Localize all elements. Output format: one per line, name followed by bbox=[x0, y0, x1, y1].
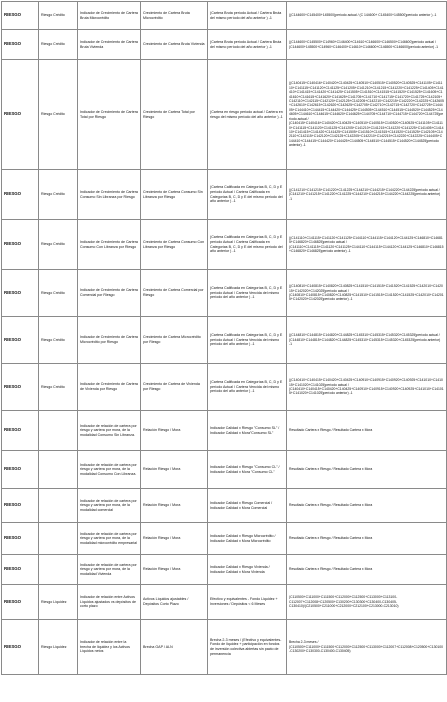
indicator-description-cell: Indicador de Crecimiento de Cartera de Vivienda por Riesgo bbox=[78, 364, 141, 411]
formula-cell: (Cartera Calificada en Categorías B, C, D y E período Actual / Cartera Vencida del mismo período del año anterior ) -1 bbox=[208, 317, 287, 364]
table-row bbox=[2, 523, 447, 555]
formula-cell: (Cartera en riesgo período actual / Cartera en riesgo del mismo período del año anterior ) -1 bbox=[208, 60, 287, 170]
indicator-description-cell: Indicador de relación entre la brecha de liquidez y los Activos Líquidos netos bbox=[78, 620, 141, 675]
category-cell: RIESGO bbox=[2, 585, 39, 620]
risk-type-cell: Riesgo Crédito bbox=[39, 60, 78, 170]
category-cell: RIESGO bbox=[2, 411, 39, 451]
risk-type-cell: Riesgo Crédito bbox=[39, 2, 78, 30]
indicator-name-cell: Crecimiento de Cartera Comercial por Riesgo bbox=[141, 270, 208, 317]
formula-cell: Indicador Calidad x Riesgo Microcrédito / Indicador Calidad x Mora Microcrédito bbox=[208, 523, 287, 555]
risk-type-cell bbox=[39, 555, 78, 585]
account-formula-cell: ((C140415+C140416+C140420+C140425+C140510+C140515+C140520+C140525+C141105+C141110+C141115+C141120+C141125+C141205+C141210+C141215+C141220+C141225+C141405+C141410+C141415+C141420+C141425+C141505+C141510+C141515+C141520+C141525+C141605+C141610+C141615+C141620+C141625+C141705+C141710+C141715+C141720+C141725+C142105+C142110+C142115+C142120+C142125+C142205+C142210+C142215+C142220+C142225+C142605+C142610+C142615+C142620+C142625+C142705+C142710+C142715+C142720+C142725+C144405+C144410+C144415+C144420+C144425+C144505+C144510+C144515+C144520+C144525+C144605+C144610+C144615+C144620+C144625+C144705+C144710+C144715+C144720+C144725)período actual / (C140415+C140416+C140420+C140425+C140510+C140515+C140520+C140525+C141105+C141110+C141115+C141120+C141125+C141205+C141210+C141215+C141220+C141225+C141405+C141410+C141415+C141420+C141425+C141505+C141510+C141515+C141520+C141525+C142105+C142110+C142115+C142120+C142125+C142205+C142210+C142215+C142220+C142225+C144405+C144410+C144415+C144420+C144425+C144505+C144510+C144515+C144520+C144525)período anterior) -1 bbox=[287, 60, 447, 170]
formula-cell: Indicador Calidad x Riesgo Vivienda / Indicador Calidad x Mora Vivienda bbox=[208, 555, 287, 585]
formula-cell: Indicador Calidad x Riesgo "Consumo CL" / Indicador Calidad x Mora "Consumo CL" bbox=[208, 451, 287, 489]
table-row bbox=[2, 2, 447, 30]
risk-type-cell: Riesgo Crédito bbox=[39, 317, 78, 364]
table-row bbox=[2, 30, 447, 60]
indicator-name-cell: Relación Riesgo / Mora bbox=[141, 523, 208, 555]
indicator-description-cell: Indicador de relación de cartera por riesgo y cartera por mora, de la modalidad Consumo Sin Libranza. bbox=[78, 411, 141, 451]
account-formula-cell: ((C140410+C140415+C140420+C140425+C140910+C140915+C140920+C140925+C141010+C141015+C141020+C141025)período actual / (C140410+C140415+C140420+C140425+C140910+C140915+C140920+C140925+C141010+C141015+C141020+C141025)período anterior) -1 bbox=[287, 364, 447, 411]
indicator-name-cell: Relación Riesgo / Mora bbox=[141, 411, 208, 451]
account-formula-cell: ((C140810+C140815+C140820+C140825+C141510+C141515+C141520+C141525+C142010+C142015+C142020+C142025)período actual / (C140810+C140815+C140820+C140825+C141510+C141515+C141520+C141525+C142010+C142015+C142020+C142025)período anterior) -1 bbox=[287, 270, 447, 317]
formula-cell: Brecha 2-3 meses / (Efectivo y equivalentes-Fondo de liquidez + participación en fondos de inversión colectiva abiertas sin pacto de permanencia bbox=[208, 620, 287, 675]
table-row bbox=[2, 364, 447, 411]
category-cell: RIESGO bbox=[2, 489, 39, 523]
indicator-description-cell: Indicador de Crecimiento de Cartera Microcrédito por Riesgo bbox=[78, 317, 141, 364]
indicator-description-cell: Indicador de relación de cartera por riesgo y cartera por mora, de la modalidad Vivienda bbox=[78, 555, 141, 585]
table-row bbox=[2, 317, 447, 364]
account-formula-cell: ((C141210+C141215+C141220+C141225+C144210+C144215+C144220+C144225)período actual / (C141210+C141215+C141220+C141225+C144210+C144215+C144220+C144225)período anterior) -1 bbox=[287, 170, 447, 220]
indicator-name-cell: Relación Riesgo / Mora bbox=[141, 451, 208, 489]
indicator-description-cell: Indicador de Crecimiento de Cartera Comercial por Riesgo bbox=[78, 270, 141, 317]
indicator-description-cell: Indicador de Crecimiento de Cartera Total por Riesgo bbox=[78, 60, 141, 170]
risk-type-cell bbox=[39, 523, 78, 555]
indicator-name-cell: Relación Riesgo / Mora bbox=[141, 555, 208, 585]
formula-cell: (Cartera Calificada en Categorías B, C, D y E período Actual / Cartera Vencida del mismo período del año anterior ) -1 bbox=[208, 364, 287, 411]
category-cell: RIESGO bbox=[2, 555, 39, 585]
indicator-description-cell: Indicador de relación de cartera por riesgo y cartera por mora, de la modalidad comercial bbox=[78, 489, 141, 523]
indicator-name-cell: Crecimiento de Cartera de Vivienda por Riesgo bbox=[141, 364, 208, 411]
risk-type-cell: Riesgo Crédito bbox=[39, 170, 78, 220]
risk-type-cell: Riesgo Crédito bbox=[39, 30, 78, 60]
formula-cell: (Cartera Bruta período Actual / Cartera Bruta del mismo período del año anterior ) -1 bbox=[208, 30, 287, 60]
account-formula-cell: Resultado Cartera x Riesgo / Resultado Cartera x Mora bbox=[287, 555, 447, 585]
risk-type-cell: Riesgo Liquidez bbox=[39, 585, 78, 620]
indicator-description-cell: Indicador de relación de cartera por riesgo y cartera por mora, de la modalidad Consumo Con Libranza. bbox=[78, 451, 141, 489]
indicator-name-cell: Crecimiento de Cartera Microcrédito por Riesgo bbox=[141, 317, 208, 364]
indicator-name-cell: Crecimiento de Cartera Consumo Con Libranza por Riesgo bbox=[141, 220, 208, 270]
category-cell: RIESGO bbox=[2, 170, 39, 220]
risk-type-cell: Riesgo Crédito bbox=[39, 220, 78, 270]
risk-type-cell: Riesgo Liquidez bbox=[39, 620, 78, 675]
formula-cell: (Cartera Calificada en Categorías B, C, D y E período Actual / Cartera Calificada en Categorías B, C, D y E del mismo período del año anterior ) -1 bbox=[208, 170, 287, 220]
table-row bbox=[2, 170, 447, 220]
indicators-table-body bbox=[2, 2, 447, 675]
table-row bbox=[2, 555, 447, 585]
table-row bbox=[2, 270, 447, 317]
formula-cell: (Cartera Calificada en Categorías B, C, D y E período Actual / Cartera Calificada en Categorías B, C, D y E del mismo período del año anterior ) -1 bbox=[208, 220, 287, 270]
indicator-description-cell: Indicador de relación de cartera por riesgo y cartera por mora, de la modalidad microcrédito empresarial bbox=[78, 523, 141, 555]
account-formula-cell: Resultado Cartera x Riesgo / Resultado Cartera x Mora bbox=[287, 411, 447, 451]
category-cell: RIESGO bbox=[2, 451, 39, 489]
category-cell: RIESGO bbox=[2, 220, 39, 270]
risk-type-cell: Riesgo Crédito bbox=[39, 270, 78, 317]
account-formula-cell: Brecha 2-3 meses / (C110500+C111000+C111500+C112000+C112500+C113000+C112007+C112008+C120500+C130100-C130200+C130300-C130400-C130405) bbox=[287, 620, 447, 675]
indicator-name-cell: Crecimiento de Cartera Total por Riesgo bbox=[141, 60, 208, 170]
category-cell: RIESGO bbox=[2, 364, 39, 411]
table-row bbox=[2, 585, 447, 620]
risk-type-cell bbox=[39, 489, 78, 523]
indicators-table bbox=[1, 1, 447, 675]
indicator-name-cell: Crecimiento de Cartera Bruta Vivienda bbox=[141, 30, 208, 60]
category-cell: RIESGO bbox=[2, 270, 39, 317]
indicator-description-cell: Indicador de Crecimiento de Cartera Consumo Sin Libranza por Riesgo bbox=[78, 170, 141, 220]
formula-cell: Efectivo y equivalentes - Fondo Liquidez + Inversiones / Depósitos < 6 Meses bbox=[208, 585, 287, 620]
account-formula-cell: Resultado Cartera x Riesgo / Resultado Cartera x Mora bbox=[287, 489, 447, 523]
category-cell: RIESGO bbox=[2, 60, 39, 170]
risk-type-cell: Riesgo Crédito bbox=[39, 364, 78, 411]
risk-type-cell bbox=[39, 411, 78, 451]
indicator-name-cell: Crecimiento de Cartera Bruta Microcrédito bbox=[141, 2, 208, 30]
indicator-name-cell: Brecha GAP / ALN bbox=[141, 620, 208, 675]
formula-cell: (Cartera Calificada en Categorías B, C, D y E período Actual / Cartera Vencida del mismo período del año anterior ) -1 bbox=[208, 270, 287, 317]
formula-cell: Indicador Calidad x Riesgo Comercial / Indicador Calidad x Mora Comercial bbox=[208, 489, 287, 523]
table-row bbox=[2, 451, 447, 489]
formula-cell: (Cartera Bruta período Actual / Cartera Bruta del mismo período del año anterior ) -1 bbox=[208, 2, 287, 30]
indicator-description-cell: Indicador de Crecimiento de Cartera Bruta Vivienda bbox=[78, 30, 141, 60]
category-cell: RIESGO bbox=[2, 30, 39, 60]
table-row bbox=[2, 220, 447, 270]
account-formula-cell: Resultado Cartera x Riesgo / Resultado Cartera x Mora bbox=[287, 523, 447, 555]
indicator-description-cell: Indicador de Crecimiento de Cartera Consumo Con Libranza por Riesgo bbox=[78, 220, 141, 270]
indicator-name-cell: Relación Riesgo / Mora bbox=[141, 489, 208, 523]
account-formula-cell: ((C144810+C144815+C144820+C144825+C145310+C145315+C145320+C145325)período actual / (C144810+C144815+C144820+C144825+C145310+C145315+C145320+C145325)período anterior) -1 bbox=[287, 317, 447, 364]
indicator-name-cell: Crecimiento de Cartera Consumo Sin Libranza por Riesgo bbox=[141, 170, 208, 220]
account-formula-cell: Resultado Cartera x Riesgo / Resultado Cartera x Mora bbox=[287, 451, 447, 489]
account-formula-cell: ((C141110+C141115+C141120+C141125+C144110+C144115+C144120+C144125+C146810+C146815+C146820+C146825)período actual / (C141110+C141115+C141120+C141125+C144110+C144115+C144120+C144125+C146810+C146815+C146820+C146825)período anterior) -1 bbox=[287, 220, 447, 270]
category-cell: RIESGO bbox=[2, 317, 39, 364]
table-row bbox=[2, 60, 447, 170]
account-formula-cell: ((C144600+C145500+C14960+C146400+C14610+C146600+C146500+C146600)período actual / (C144600+145500+C14960+C146400+C14610+C146600+C146500+C146600)período anterior) -1 bbox=[287, 30, 447, 60]
table-row bbox=[2, 620, 447, 675]
category-cell: RIESGO bbox=[2, 523, 39, 555]
indicator-name-cell: Activos Líquidos ajustables / Depósitos Corto Plazo bbox=[141, 585, 208, 620]
indicator-description-cell: Indicador de relación entre Activos Líquidos ajustados vs depósitos de corto plazo bbox=[78, 585, 141, 620]
table-row bbox=[2, 411, 447, 451]
account-formula-cell: ((C144600+C145400+145500)período actual / (C 144600+ C145400+145500)período anterior ) -1 bbox=[287, 2, 447, 30]
table-row bbox=[2, 489, 447, 523]
account-formula-cell: (C110500+C111000+C111500+C112000+C112500+C113000+C113100-C112007+C112008+C120500+C130200+C130300+C130400-C130405-C130410)/(C210500+C211000+C212000+C212100+C213000-C213010) bbox=[287, 585, 447, 620]
category-cell: RIESGO bbox=[2, 620, 39, 675]
category-cell: RIESGO bbox=[2, 2, 39, 30]
indicator-description-cell: Indicador de Crecimiento de Cartera Bruta Microcrédito bbox=[78, 2, 141, 30]
formula-cell: Indicador Calidad x Riesgo "Consumo SL" / Indicador Calidad x Mora"Consumo SL" bbox=[208, 411, 287, 451]
risk-type-cell bbox=[39, 451, 78, 489]
